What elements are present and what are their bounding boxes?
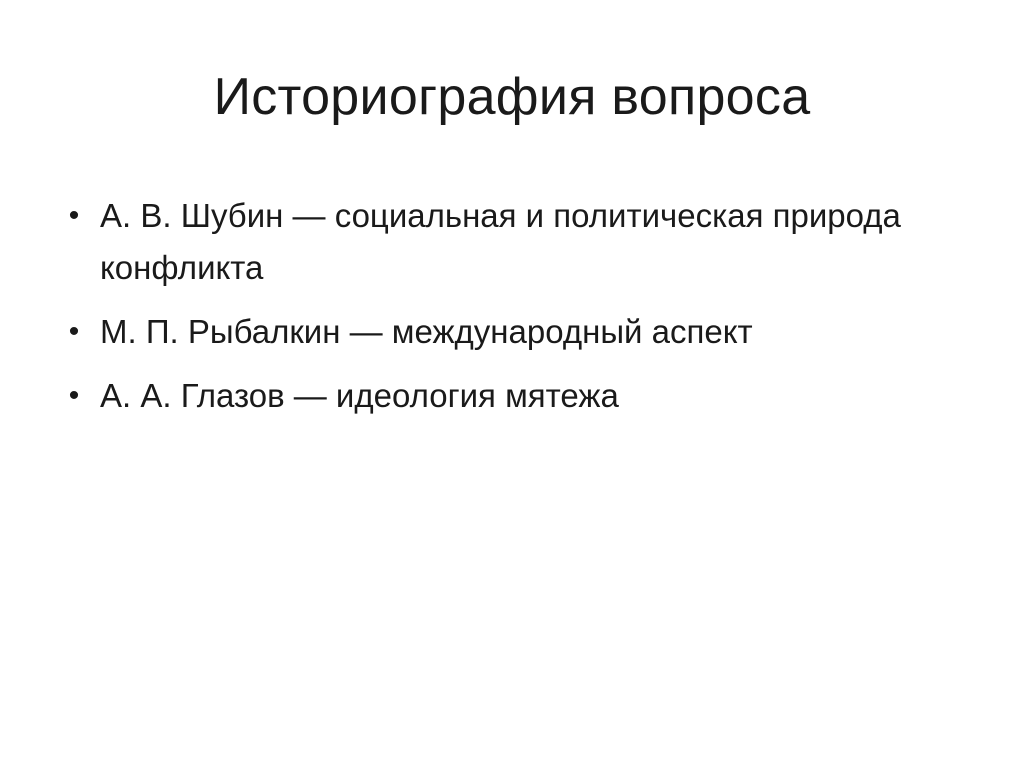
bullet-list (64, 190, 954, 434)
bullet-dot-icon: • (68, 315, 80, 348)
slide-title: Историография вопроса (213, 68, 811, 126)
bullet-text: М. П. Рыбалкин — международный аспект (100, 313, 753, 350)
bullet-text: А. А. Глазов — идеология мятежа (100, 377, 619, 414)
list-item (64, 370, 954, 422)
bullet-dot-icon: • (68, 379, 80, 412)
list-item (64, 190, 954, 294)
bullet-dot-icon: • (68, 199, 80, 232)
list-item (64, 306, 954, 358)
bullet-text: А. В. Шубин — социальная и политическая природа конфликта (100, 197, 901, 286)
